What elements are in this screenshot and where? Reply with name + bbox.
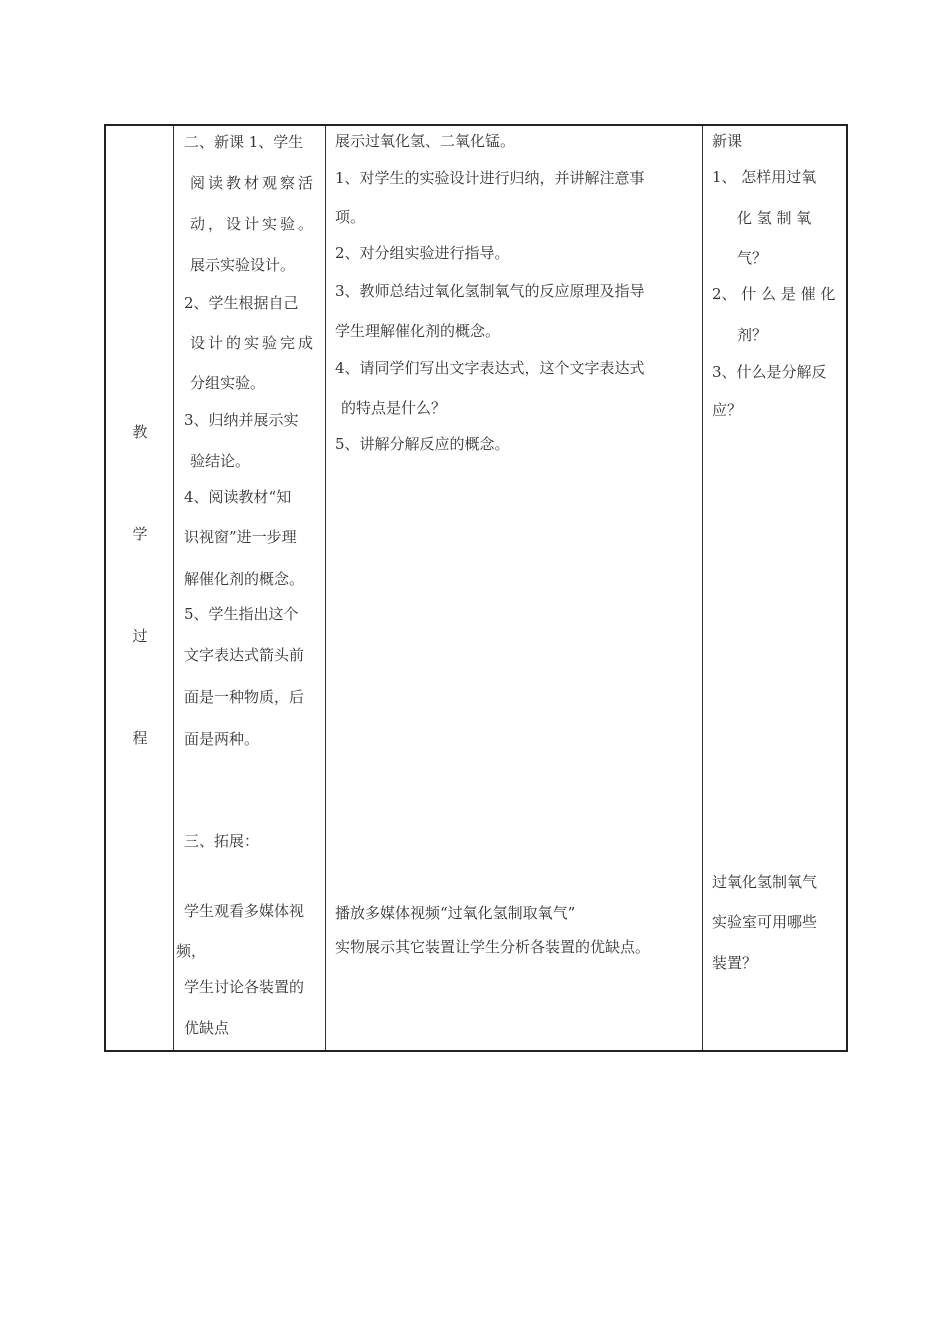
teacher-line: 展示过氧化氢、二氧化锰。: [335, 132, 516, 150]
student-line: 展示实验设计。: [190, 256, 296, 274]
notes-line: 2、 什 么 是 催 化: [712, 285, 836, 303]
section-label-char: 过: [132, 627, 148, 645]
teacher-line: 4、请同学们写出文字表达式，这个文字表达式: [335, 359, 645, 377]
student-line: 3、归纳并展示实: [184, 411, 299, 429]
student-line: 5、学生指出这个: [184, 605, 299, 623]
notes-line: 气？: [737, 249, 768, 267]
student-line: 分组实验。: [190, 374, 266, 392]
notes-line: 3、什么是分解反: [712, 363, 827, 381]
student-line: 学生观看多媒体视: [184, 902, 305, 920]
student-line: 动，设计实验。: [190, 215, 317, 233]
notes-line: 剂？: [737, 326, 768, 344]
student-activity-cell: [174, 126, 325, 1050]
section-label-char: 程: [132, 729, 148, 747]
teacher-activity-cell: [326, 126, 702, 1050]
student-line: 面是一种物质，后: [184, 688, 305, 706]
student-line: 2、学生根据自己: [184, 294, 299, 312]
teacher-line: 实物展示其它装置让学生分析各装置的优缺点。: [335, 938, 651, 956]
teacher-line: 2、对分组实验进行指导。: [335, 244, 510, 262]
notes-line: 新课: [712, 132, 743, 150]
notes-line: 实验室可用哪些: [712, 913, 818, 931]
notes-line: 过氧化氢制氧气: [712, 873, 818, 891]
student-line: 二、新课 1、学生: [184, 133, 304, 151]
teacher-line: 播放多媒体视频“过氧化氢制取氧气”: [335, 904, 576, 922]
student-line: 设计的实验完成: [190, 334, 317, 352]
student-line: 频，: [176, 942, 207, 960]
notes-cell: [703, 126, 846, 1050]
student-line: 解催化剂的概念。: [184, 570, 305, 588]
expand-title: 三、拓展：: [184, 832, 260, 850]
teacher-line: 1、对学生的实验设计进行归纳，并讲解注意事: [335, 169, 645, 187]
student-line: 4、阅读教材“知: [184, 488, 292, 506]
teacher-line: 学生理解催化剂的概念。: [335, 322, 501, 340]
student-line: 优缺点: [184, 1019, 230, 1037]
notes-line: 装置？: [712, 954, 758, 972]
student-line: 学生讨论各装置的: [184, 978, 305, 996]
notes-line: 应？: [712, 401, 743, 419]
lesson-process-table: [104, 124, 848, 1052]
student-line: 面是两种。: [184, 730, 260, 748]
section-label-cell: [106, 126, 173, 1050]
section-label-char: 教: [132, 423, 148, 441]
teacher-line: 3、教师总结过氧化氢制氧气的反应原理及指导: [335, 282, 645, 300]
teacher-line: 的特点是什么？: [341, 399, 447, 417]
notes-line: 化 氢 制 氧: [737, 209, 812, 227]
student-line: 阅读教材观察活: [190, 174, 317, 192]
notes-line: 1、 怎样用过氧: [712, 168, 817, 186]
teacher-line: 项。: [335, 208, 366, 226]
section-label-char: 学: [132, 525, 148, 543]
teacher-line: 5、讲解分解反应的概念。: [335, 435, 510, 453]
student-line: 文字表达式箭头前: [184, 646, 305, 664]
student-line: 验结论。: [190, 452, 251, 470]
student-line: 识视窗”进一步理: [184, 528, 297, 546]
